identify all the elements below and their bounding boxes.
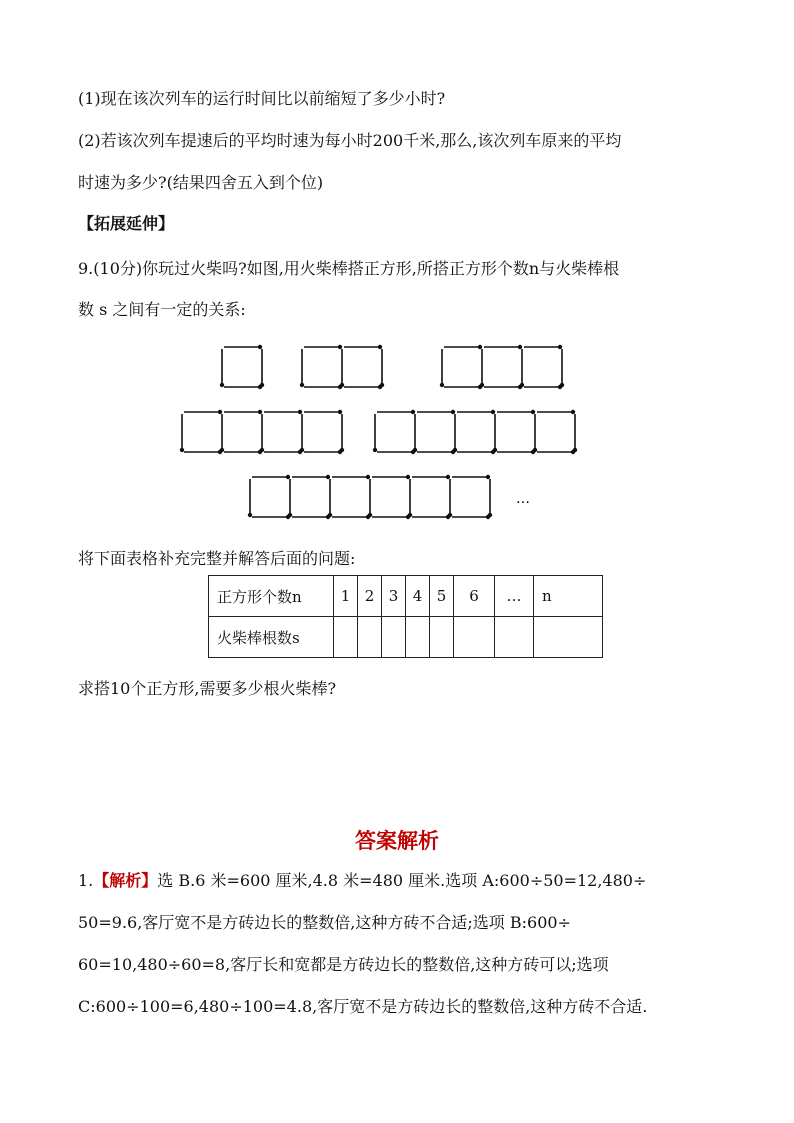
- matchstick-head: [446, 475, 450, 479]
- table-instruction: 将下面表格补充完整并解答后面的问题:: [78, 549, 356, 568]
- table-cell: [454, 617, 495, 658]
- matchstick-head: [488, 513, 492, 517]
- matchstick-head: [478, 345, 482, 349]
- question-part-2-line1: (2)若该次列车提速后的平均时速为每小时200千米,那么,该次列车原来的平均: [78, 131, 622, 150]
- table-cell: [534, 617, 603, 658]
- analysis-tag: 【解析】: [93, 871, 158, 890]
- matchstick-head: [411, 410, 415, 414]
- table-row-matchsticks: [209, 617, 603, 658]
- matchstick-head: [413, 448, 417, 452]
- matchstick-head: [258, 345, 262, 349]
- matchstick-head: [298, 410, 302, 414]
- matchstick-head: [573, 448, 577, 452]
- matchstick-head: [326, 475, 330, 479]
- table-cell: 2: [358, 576, 382, 617]
- matchstick-head: [340, 383, 344, 387]
- matchstick-head: [180, 448, 184, 452]
- matchstick-head: [378, 345, 382, 349]
- matchstick-head: [218, 410, 222, 414]
- table-cell: …: [495, 576, 534, 617]
- matchstick-head: [220, 383, 224, 387]
- matchstick-head: [486, 475, 490, 479]
- matchstick-head: [451, 410, 455, 414]
- question-part-2-line2: 时速为多少?(结果四舍五入到个位): [78, 173, 324, 192]
- section-heading-extension: 【拓展延伸】: [78, 214, 175, 233]
- matchstick-head: [491, 410, 495, 414]
- matchstick-head: [328, 513, 332, 517]
- matchstick-head: [338, 410, 342, 414]
- fill-in-table: [208, 575, 603, 658]
- matchstick-head: [571, 410, 575, 414]
- matchstick-head: [258, 410, 262, 414]
- matchstick-head: [453, 448, 457, 452]
- matchstick-head: [373, 448, 377, 452]
- matchstick-head: [380, 383, 384, 387]
- matchstick-head: [408, 513, 412, 517]
- answer-1-number: 1.: [78, 871, 94, 890]
- table-cell: 4: [406, 576, 430, 617]
- answer-1: [78, 860, 718, 1028]
- table-header-matchsticks: 火柴棒根数s: [209, 617, 334, 658]
- table-cell: 3: [382, 576, 406, 617]
- answer-1-line4: C:600÷100=6,480÷100=4.8,客厅宽不是方砖边长的整数倍,这种方砖不合适.: [78, 997, 648, 1016]
- table-cell: [334, 617, 358, 658]
- matchstick-head: [368, 513, 372, 517]
- question-part-1: (1)现在该次列车的运行时间比以前缩短了多少小时?: [78, 89, 446, 108]
- figure-ellipsis: …: [516, 491, 530, 507]
- table-header-squares: 正方形个数n: [209, 576, 334, 617]
- matchstick-head: [340, 448, 344, 452]
- matchstick-head: [520, 383, 524, 387]
- problem-9-line1: 9.(10分)你玩过火柴吗?如图,用火柴棒搭正方形,所搭正方形个数n与火柴棒根: [78, 259, 620, 278]
- matchstick-head: [300, 383, 304, 387]
- matchstick-head: [560, 383, 564, 387]
- table-cell: [406, 617, 430, 658]
- table-cell: [382, 617, 406, 658]
- matchstick-head: [531, 410, 535, 414]
- table-cell: 6: [454, 576, 495, 617]
- matchstick-head: [406, 475, 410, 479]
- matchstick-head: [558, 345, 562, 349]
- matchstick-head: [480, 383, 484, 387]
- matchstick-head: [260, 383, 264, 387]
- matchstick-head: [493, 448, 497, 452]
- answer-1-line3: 60=10,480÷60=8,客厅长和宽都是方砖边长的整数倍,这种方砖可以;选项: [78, 955, 609, 974]
- answer-1-line1: [78, 860, 718, 902]
- table-row-squares: [209, 576, 603, 617]
- table-cell: n: [534, 576, 603, 617]
- matchstick-head: [440, 383, 444, 387]
- matchstick-head: [448, 513, 452, 517]
- matchstick-head: [366, 475, 370, 479]
- matchstick-head: [518, 345, 522, 349]
- matchstick-head: [248, 513, 252, 517]
- table-cell: [430, 617, 454, 658]
- matchstick-figure: [170, 335, 630, 535]
- matchstick-head: [288, 513, 292, 517]
- answer-1-line2: 50=9.6,客厅宽不是方砖边长的整数倍,这种方砖不合适;选项 B:600÷: [78, 913, 571, 932]
- table-cell: 5: [430, 576, 454, 617]
- answer-1-text-line1: 选 B.6 米=600 厘米,4.8 米=480 厘米.选项 A:600÷50=12,480÷: [157, 871, 647, 890]
- table-cell: [358, 617, 382, 658]
- answers-heading: 答案解析: [355, 828, 439, 853]
- table-cell: 1: [334, 576, 358, 617]
- matchstick-head: [220, 448, 224, 452]
- problem-9-line2: 数 s 之间有一定的关系:: [78, 300, 246, 319]
- matchstick-head: [533, 448, 537, 452]
- matchstick-head: [260, 448, 264, 452]
- table-cell: [495, 617, 534, 658]
- matchstick-head: [300, 448, 304, 452]
- matchstick-head: [286, 475, 290, 479]
- problem-9-question: 求搭10个正方形,需要多少根火柴棒?: [78, 679, 337, 698]
- matchstick-head: [338, 345, 342, 349]
